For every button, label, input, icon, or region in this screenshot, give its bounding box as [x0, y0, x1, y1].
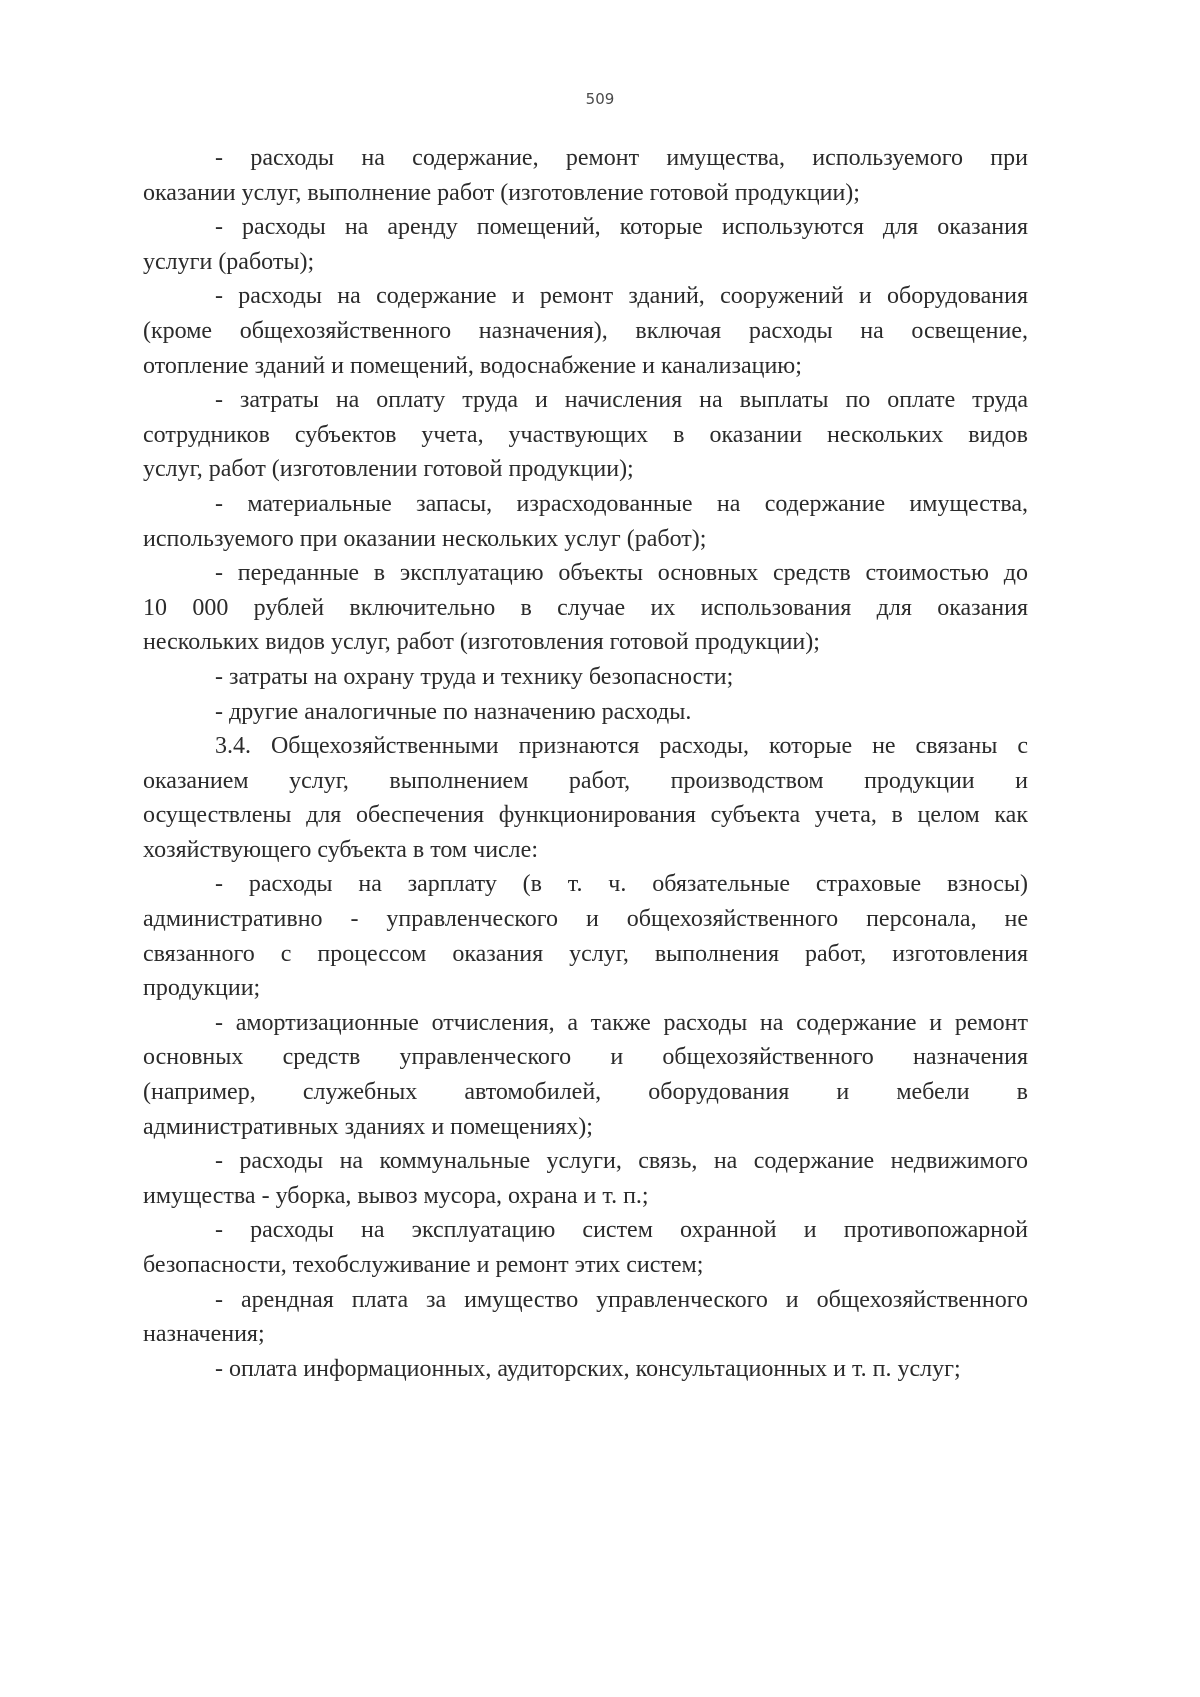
text-line: оказании услуг, выполнение работ (изготовление готовой продукции);: [143, 179, 860, 206]
text-line: сотрудников субъектов учета, участвующих в оказании нескольких видов: [143, 421, 1028, 448]
paragraph: [143, 1283, 1028, 1352]
paragraph: [143, 660, 1028, 695]
text-line: имущества - уборка, вывоз мусора, охрана и т. п.;: [143, 1182, 649, 1209]
paragraph: [143, 1213, 1028, 1282]
text-line: - расходы на аренду помещений, которые используются для оказания: [215, 214, 1028, 241]
paragraph: [143, 695, 1028, 730]
paragraph: [143, 729, 1028, 867]
paragraph: [143, 141, 1028, 210]
text-line: услуги (работы);: [143, 248, 315, 275]
text-line: 10 000 рублей включительно в случае их использования для оказания: [143, 594, 1028, 621]
text-line: 3.4. Общехозяйственными признаются расходы, которые не связаны с: [215, 733, 1028, 760]
paragraph: [143, 210, 1028, 279]
paragraph: [143, 279, 1028, 383]
document-body: [143, 141, 1028, 1386]
page-number: 509: [585, 90, 615, 108]
text-line: - расходы на содержание, ремонт имущества, используемого при: [215, 145, 1028, 171]
text-line: (например, служебных автомобилей, оборудования и мебели в: [143, 1079, 1028, 1106]
text-line: административных зданиях и помещениях);: [143, 1113, 593, 1140]
text-line: - арендная плата за имущество управленческого и общехозяйственного: [215, 1286, 1028, 1313]
text-line: используемого при оказании нескольких услуг (работ);: [143, 525, 707, 552]
paragraph: [143, 867, 1028, 1005]
text-line: - амортизационные отчисления, а также расходы на содержание и ремонт: [215, 1009, 1028, 1036]
text-line: продукции;: [143, 975, 261, 1002]
text-line: связанного с процессом оказания услуг, выполнения работ, изготовления: [143, 940, 1028, 967]
text-line: - расходы на коммунальные услуги, связь, на содержание недвижимого: [215, 1148, 1028, 1175]
paragraph: [143, 383, 1028, 487]
text-line: - затраты на охрану труда и технику безопасности;: [215, 663, 734, 690]
paragraph: [143, 1006, 1028, 1144]
text-line: - материальные запасы, израсходованные на содержание имущества,: [215, 490, 1028, 517]
text-line: услуг, работ (изготовлении готовой продукции);: [143, 456, 634, 483]
paragraph: [143, 556, 1028, 660]
text-line: хозяйствующего субъекта в том числе:: [143, 836, 538, 863]
text-line: нескольких видов услуг, работ (изготовления готовой продукции);: [143, 629, 820, 656]
text-line: безопасности, техобслуживание и ремонт этих систем;: [143, 1252, 704, 1278]
text-line: назначения;: [143, 1321, 265, 1348]
paragraph: [143, 487, 1028, 556]
text-line: - оплата информационных, аудиторских, консультационных и т. п. услуг;: [215, 1355, 961, 1382]
text-line: - другие аналогичные по назначению расходы.: [215, 698, 692, 725]
text-line: - затраты на оплату труда и начисления на выплаты по оплате труда: [215, 387, 1028, 414]
text-line: отопление зданий и помещений, водоснабжение и канализацию;: [143, 352, 802, 379]
text-line: основных средств управленческого и общехозяйственного назначения: [143, 1044, 1028, 1071]
text-line: оказанием услуг, выполнением работ, производством продукции и: [143, 767, 1028, 794]
text-line: - расходы на содержание и ремонт зданий, сооружений и оборудования: [215, 283, 1028, 310]
text-line: - переданные в эксплуатацию объекты основных средств стоимостью до: [215, 560, 1028, 587]
text-line: (кроме общехозяйственного назначения), включая расходы на освещение,: [143, 317, 1028, 344]
text-line: административно - управленческого и общехозяйственного персонала, не: [143, 906, 1028, 933]
paragraph: [143, 1352, 1028, 1387]
paragraph: [143, 1144, 1028, 1213]
text-line: - расходы на зарплату (в т. ч. обязательные страховые взносы): [215, 871, 1028, 898]
text-line: осуществлены для обеспечения функционирования субъекта учета, в целом как: [143, 802, 1028, 829]
text-line: - расходы на эксплуатацию систем охранной и противопожарной: [215, 1217, 1028, 1244]
